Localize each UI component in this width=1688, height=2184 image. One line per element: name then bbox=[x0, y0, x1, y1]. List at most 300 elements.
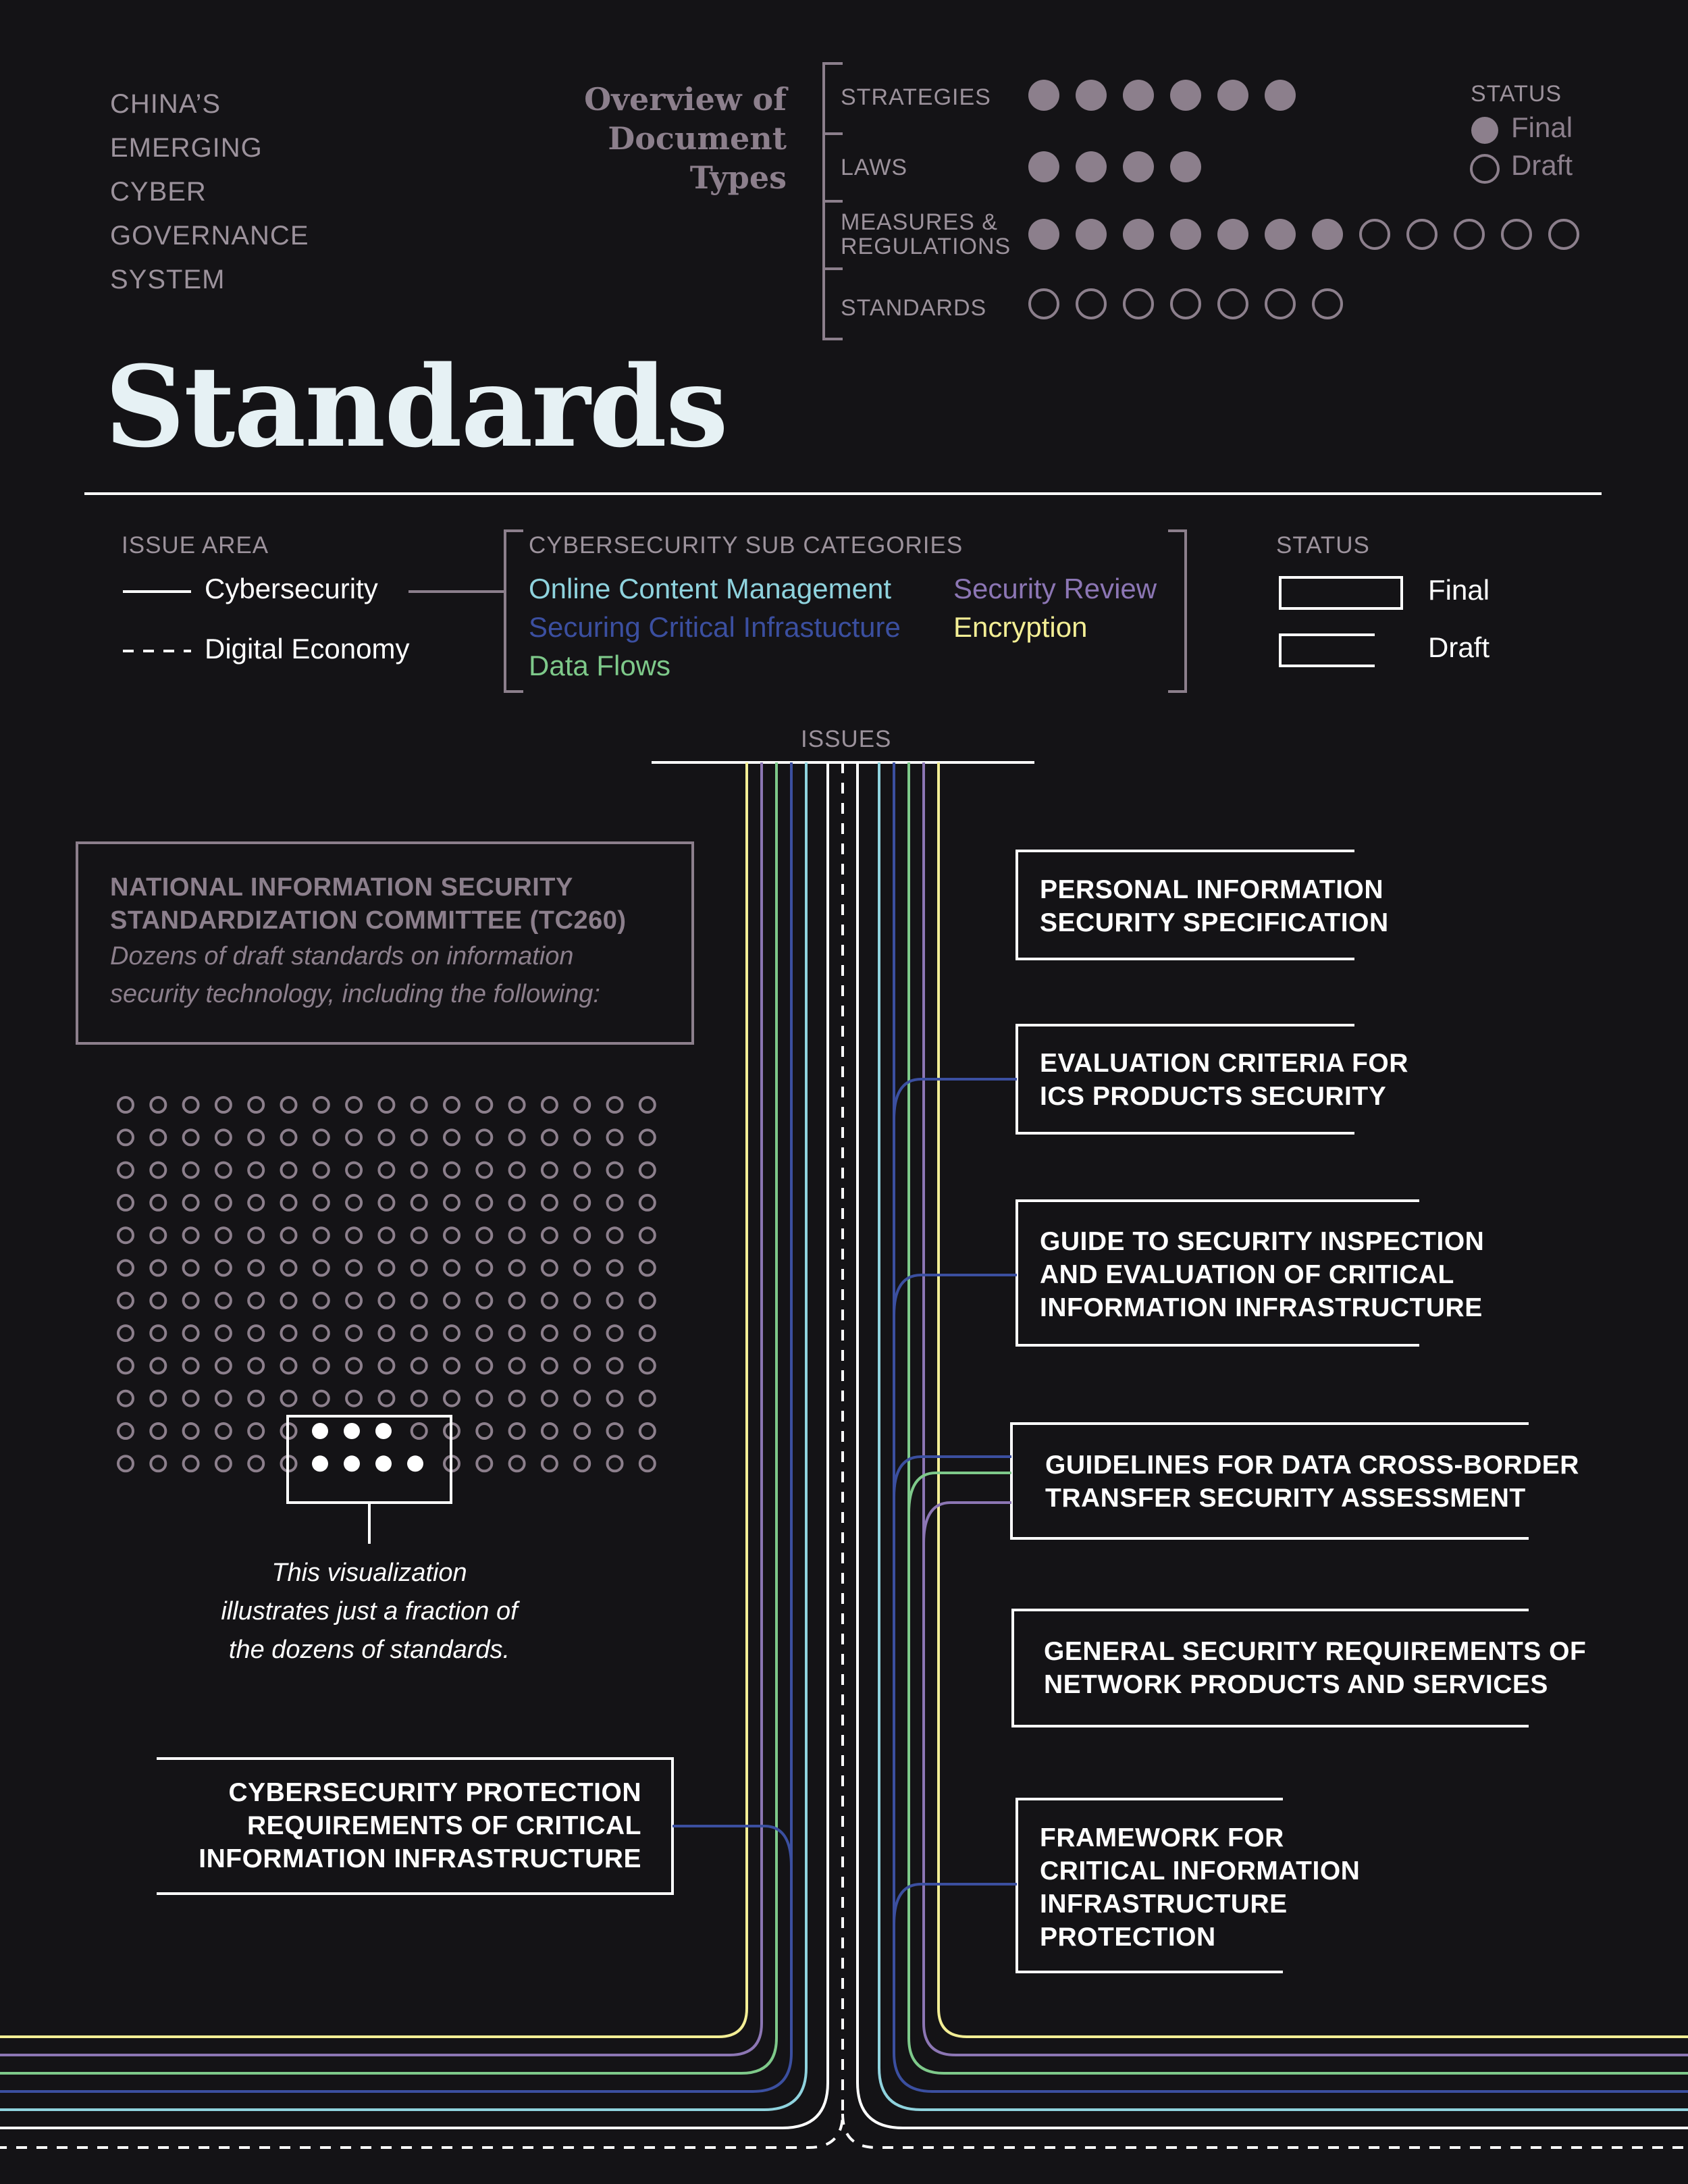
standard-dot bbox=[282, 1326, 296, 1341]
doc-title-line: NETWORK PRODUCTS AND SERVICES bbox=[1044, 1670, 1548, 1699]
doc-title-line: REQUIREMENTS OF CRITICAL bbox=[247, 1811, 641, 1840]
doc-box-pis bbox=[1017, 851, 1354, 959]
overview-final-dot bbox=[1123, 80, 1154, 111]
standard-dot bbox=[118, 1195, 133, 1210]
standard-dot bbox=[542, 1326, 557, 1341]
standard-dot bbox=[314, 1130, 329, 1145]
standard-dot bbox=[412, 1326, 427, 1341]
standard-dot bbox=[184, 1326, 199, 1341]
standard-dot bbox=[346, 1130, 361, 1145]
standard-dot bbox=[542, 1358, 557, 1373]
standard-dot bbox=[608, 1326, 623, 1341]
overview-draft-dot bbox=[1455, 220, 1483, 249]
standard-dot bbox=[151, 1195, 165, 1210]
issue-area-label: ISSUE AREA bbox=[122, 532, 269, 558]
standard-dot bbox=[118, 1424, 133, 1438]
standard-dot bbox=[444, 1130, 459, 1145]
overview-draft-dot bbox=[1124, 290, 1153, 318]
overview-final-dot bbox=[1028, 80, 1059, 111]
standard-dot bbox=[314, 1261, 329, 1276]
overview-final-dot bbox=[1076, 80, 1107, 111]
standard-dot bbox=[184, 1228, 199, 1243]
doc-title-line: PROTECTION bbox=[1040, 1923, 1216, 1952]
standard-dot bbox=[444, 1163, 459, 1178]
standard-dot bbox=[248, 1097, 263, 1112]
highlighted-standard-dot bbox=[375, 1423, 392, 1439]
standard-dot bbox=[118, 1326, 133, 1341]
standard-dot bbox=[510, 1097, 525, 1112]
standard-dot bbox=[477, 1293, 492, 1308]
subcategory-bracket-left bbox=[505, 531, 523, 692]
standard-dot bbox=[575, 1456, 589, 1471]
standard-dot bbox=[379, 1228, 394, 1243]
highlighted-standard-dot bbox=[375, 1455, 392, 1472]
standard-dot bbox=[608, 1261, 623, 1276]
standard-dot bbox=[151, 1261, 165, 1276]
standard-dot bbox=[184, 1130, 199, 1145]
standard-dot bbox=[282, 1261, 296, 1276]
digital-economy-line bbox=[0, 762, 1688, 2148]
overview-draft-dot bbox=[1171, 290, 1200, 318]
overview-final-dot bbox=[1217, 219, 1248, 250]
overview-draft-dot bbox=[1550, 220, 1578, 249]
overview-draft-dot bbox=[1361, 220, 1389, 249]
standard-dot bbox=[640, 1097, 655, 1112]
doc-title-line: PERSONAL INFORMATION bbox=[1040, 875, 1384, 904]
standard-dot bbox=[248, 1456, 263, 1471]
doc-title-line: INFORMATION INFRASTRUCTURE bbox=[1040, 1293, 1483, 1322]
doc-title-line: TRANSFER SECURITY ASSESSMENT bbox=[1045, 1484, 1526, 1513]
doc-title-line: CRITICAL INFORMATION bbox=[1040, 1856, 1361, 1886]
standard-dot bbox=[575, 1261, 589, 1276]
subcategories-label: CYBERSECURITY SUB CATEGORIES bbox=[529, 532, 964, 558]
standard-dot bbox=[477, 1358, 492, 1373]
standard-dot bbox=[118, 1261, 133, 1276]
standard-dot bbox=[542, 1424, 557, 1438]
standard-dot bbox=[640, 1326, 655, 1341]
overview-final-dot bbox=[1076, 219, 1107, 250]
standard-dot bbox=[510, 1130, 525, 1145]
highlighted-standard-dot bbox=[407, 1455, 423, 1472]
overview-label-laws: LAWS bbox=[841, 155, 908, 180]
overview-draft-dot bbox=[1408, 220, 1436, 249]
highlighted-standard-dot bbox=[312, 1423, 328, 1439]
standard-dot bbox=[151, 1358, 165, 1373]
standard-dot bbox=[151, 1293, 165, 1308]
standard-dot bbox=[346, 1391, 361, 1406]
status-draft-box bbox=[1280, 635, 1375, 666]
note-line: the dozens of standards. bbox=[228, 1636, 510, 1664]
standard-dot bbox=[510, 1456, 525, 1471]
standard-dot bbox=[608, 1097, 623, 1112]
standard-dot bbox=[184, 1293, 199, 1308]
standard-dot bbox=[444, 1358, 459, 1373]
standard-dot bbox=[346, 1195, 361, 1210]
doc-box-ics bbox=[1017, 1025, 1354, 1133]
standard-dot bbox=[379, 1195, 394, 1210]
standard-dot bbox=[640, 1163, 655, 1178]
standard-dot bbox=[216, 1163, 231, 1178]
standard-dot bbox=[282, 1163, 296, 1178]
standard-dot bbox=[184, 1456, 199, 1471]
standard-dot bbox=[248, 1391, 263, 1406]
standard-dot bbox=[248, 1261, 263, 1276]
standard-dot bbox=[575, 1130, 589, 1145]
overview-label-standards: STANDARDS bbox=[841, 295, 987, 321]
standard-dot bbox=[118, 1130, 133, 1145]
overview-dots bbox=[1028, 80, 1578, 318]
standard-dot bbox=[640, 1261, 655, 1276]
legend-status-draft: Draft bbox=[1428, 631, 1490, 663]
subcat-data-flows: Data Flows bbox=[529, 650, 671, 681]
standard-dot bbox=[346, 1326, 361, 1341]
tc260-box bbox=[77, 843, 693, 1043]
standard-dot bbox=[216, 1228, 231, 1243]
standard-dot bbox=[346, 1097, 361, 1112]
standard-dot bbox=[282, 1130, 296, 1145]
overview-status-final: Final bbox=[1511, 111, 1573, 143]
standard-dot bbox=[608, 1293, 623, 1308]
standard-dot bbox=[379, 1326, 394, 1341]
standard-dot bbox=[444, 1391, 459, 1406]
standard-dot bbox=[640, 1228, 655, 1243]
standard-dot bbox=[118, 1358, 133, 1373]
standard-dot bbox=[379, 1163, 394, 1178]
doc-title-line: AND EVALUATION OF CRITICAL bbox=[1040, 1260, 1454, 1289]
overview-label-strategies: STRATEGIES bbox=[841, 84, 991, 110]
overview-draft-dot bbox=[1077, 290, 1105, 318]
standard-dot bbox=[216, 1097, 231, 1112]
standard-dot bbox=[346, 1358, 361, 1373]
standard-dot bbox=[575, 1358, 589, 1373]
standard-dot bbox=[542, 1293, 557, 1308]
standard-dot bbox=[216, 1130, 231, 1145]
doc-box-crossborder bbox=[1011, 1424, 1529, 1538]
standard-dot bbox=[510, 1358, 525, 1373]
doc-box-framework bbox=[1017, 1799, 1283, 1972]
standard-dot bbox=[118, 1097, 133, 1112]
highlighted-standard-dot bbox=[344, 1423, 360, 1439]
standard-dot bbox=[575, 1228, 589, 1243]
standard-dot bbox=[314, 1391, 329, 1406]
overview-final-dot bbox=[1312, 219, 1343, 250]
standard-dot bbox=[444, 1097, 459, 1112]
standard-dot bbox=[282, 1097, 296, 1112]
status-draft-dot bbox=[1471, 155, 1498, 182]
standard-dot bbox=[412, 1424, 427, 1438]
standard-dot bbox=[608, 1163, 623, 1178]
standard-dot bbox=[184, 1424, 199, 1438]
overview-bracket bbox=[824, 63, 843, 339]
standard-dot bbox=[608, 1456, 623, 1471]
doc-title-line: GENERAL SECURITY REQUIREMENTS OF bbox=[1044, 1637, 1587, 1666]
highlighted-standard-dot bbox=[312, 1455, 328, 1472]
standard-dot bbox=[412, 1130, 427, 1145]
overview-final-dot bbox=[1170, 80, 1201, 111]
standard-dot bbox=[640, 1358, 655, 1373]
doc-title-line: GUIDE TO SECURITY INSPECTION bbox=[1040, 1227, 1485, 1256]
tc260-title-line: STANDARDIZATION COMMITTEE (TC260) bbox=[110, 906, 627, 935]
standard-dot bbox=[151, 1228, 165, 1243]
standard-dot bbox=[151, 1326, 165, 1341]
doc-title-line: CYBERSECURITY PROTECTION bbox=[228, 1778, 641, 1807]
standard-dot bbox=[248, 1424, 263, 1438]
standard-dot bbox=[118, 1228, 133, 1243]
standard-dot bbox=[314, 1163, 329, 1178]
standard-dot bbox=[216, 1456, 231, 1471]
standard-dot bbox=[412, 1358, 427, 1373]
standard-dot bbox=[412, 1391, 427, 1406]
standard-dot bbox=[477, 1097, 492, 1112]
standard-dot bbox=[184, 1195, 199, 1210]
overview-final-dot bbox=[1123, 219, 1154, 250]
standard-dot bbox=[575, 1391, 589, 1406]
standard-dot bbox=[542, 1391, 557, 1406]
issue-lines-right bbox=[858, 762, 1688, 2128]
tc260-subtitle-line: security technology, including the following: bbox=[110, 980, 600, 1008]
overview-draft-dot bbox=[1502, 220, 1531, 249]
standard-dot bbox=[477, 1391, 492, 1406]
standard-dot bbox=[542, 1456, 557, 1471]
standard-dot bbox=[575, 1097, 589, 1112]
doc-title-line: INFORMATION INFRASTRUCTURE bbox=[199, 1844, 641, 1873]
doc-box-general bbox=[1013, 1610, 1529, 1726]
standard-dot bbox=[282, 1195, 296, 1210]
standard-dot bbox=[510, 1261, 525, 1276]
standard-dot bbox=[216, 1326, 231, 1341]
standard-dot bbox=[216, 1424, 231, 1438]
note-line: illustrates just a fraction of bbox=[221, 1597, 518, 1626]
standard-dot bbox=[542, 1163, 557, 1178]
standard-dot bbox=[477, 1326, 492, 1341]
doc-title-line: SECURITY SPECIFICATION bbox=[1040, 908, 1389, 937]
subcat-encryption: Encryption bbox=[953, 611, 1088, 643]
overview-final-dot bbox=[1265, 219, 1296, 250]
standard-dot bbox=[640, 1456, 655, 1471]
standard-dot bbox=[151, 1391, 165, 1406]
standard-dot bbox=[216, 1358, 231, 1373]
doc-title-line: INFRASTRUCTURE bbox=[1040, 1890, 1288, 1919]
standard-dot bbox=[248, 1163, 263, 1178]
status-final-box bbox=[1280, 577, 1402, 608]
standard-dot bbox=[216, 1261, 231, 1276]
subcat-security-review: Security Review bbox=[953, 573, 1157, 604]
standard-dot bbox=[151, 1456, 165, 1471]
standard-dot bbox=[542, 1261, 557, 1276]
doc-title-line: ICS PRODUCTS SECURITY bbox=[1040, 1082, 1387, 1111]
standard-dot bbox=[412, 1097, 427, 1112]
standard-dot bbox=[248, 1228, 263, 1243]
status-final-dot bbox=[1471, 117, 1498, 144]
overview-label-line: REGULATIONS bbox=[841, 234, 1011, 259]
standard-dot bbox=[184, 1097, 199, 1112]
standard-dot bbox=[184, 1261, 199, 1276]
standard-dot bbox=[640, 1424, 655, 1438]
standard-dot bbox=[184, 1391, 199, 1406]
standard-dot bbox=[608, 1228, 623, 1243]
standard-dot bbox=[282, 1228, 296, 1243]
standard-dot bbox=[608, 1130, 623, 1145]
overview-status-label: STATUS bbox=[1471, 81, 1562, 107]
overview-final-dot bbox=[1076, 151, 1107, 182]
standard-dot bbox=[444, 1195, 459, 1210]
standard-dot bbox=[444, 1261, 459, 1276]
overview-draft-dot bbox=[1219, 290, 1247, 318]
standard-dot bbox=[542, 1195, 557, 1210]
overview-final-dot bbox=[1265, 80, 1296, 111]
standard-dot bbox=[542, 1097, 557, 1112]
overview-title-line: Types bbox=[689, 159, 787, 196]
standard-dot bbox=[608, 1391, 623, 1406]
issue-lines-left bbox=[0, 762, 828, 2128]
standard-dot bbox=[542, 1130, 557, 1145]
standard-dot bbox=[118, 1163, 133, 1178]
standard-dot bbox=[346, 1163, 361, 1178]
standard-dot bbox=[640, 1293, 655, 1308]
standard-dot bbox=[510, 1195, 525, 1210]
standard-dot bbox=[118, 1391, 133, 1406]
overview-status-draft: Draft bbox=[1511, 149, 1573, 181]
standard-dot bbox=[216, 1293, 231, 1308]
overview-final-dot bbox=[1028, 219, 1059, 250]
series-title-line: CYBER bbox=[110, 177, 207, 207]
standard-dot bbox=[412, 1293, 427, 1308]
standard-dot bbox=[510, 1163, 525, 1178]
standard-dot bbox=[575, 1163, 589, 1178]
standard-dot bbox=[379, 1261, 394, 1276]
subcat-online-content: Online Content Management bbox=[529, 573, 891, 604]
standard-dot bbox=[314, 1228, 329, 1243]
standard-dot bbox=[379, 1130, 394, 1145]
standard-dot bbox=[248, 1130, 263, 1145]
standard-dot bbox=[314, 1358, 329, 1373]
overview-draft-dot bbox=[1030, 290, 1058, 318]
standard-dot bbox=[608, 1424, 623, 1438]
standard-dot bbox=[151, 1163, 165, 1178]
legend-status-label: STATUS bbox=[1276, 532, 1370, 558]
overview-draft-dot bbox=[1266, 290, 1294, 318]
standard-dot bbox=[575, 1293, 589, 1308]
tc260-title-line: NATIONAL INFORMATION SECURITY bbox=[110, 873, 573, 902]
standard-dot bbox=[216, 1391, 231, 1406]
standard-dot bbox=[542, 1228, 557, 1243]
overview-title-line: Document bbox=[608, 120, 787, 157]
overview-label-line: MEASURES & bbox=[841, 209, 998, 235]
standard-dot bbox=[184, 1358, 199, 1373]
standard-dot bbox=[510, 1228, 525, 1243]
standard-dot bbox=[248, 1293, 263, 1308]
legend-cybersecurity: Cybersecurity bbox=[205, 573, 378, 604]
overview-final-dot bbox=[1170, 219, 1201, 250]
standard-dot bbox=[216, 1195, 231, 1210]
subcat-critical-infra: Securing Critical Infrastucture bbox=[529, 611, 901, 643]
standard-dot bbox=[151, 1424, 165, 1438]
overview-final-dot bbox=[1028, 151, 1059, 182]
standard-dot bbox=[640, 1391, 655, 1406]
standard-dot bbox=[477, 1456, 492, 1471]
standard-dot bbox=[314, 1293, 329, 1308]
series-title-line: CHINA’S bbox=[110, 89, 221, 119]
standard-dot bbox=[477, 1228, 492, 1243]
note-line: This visualization bbox=[271, 1559, 467, 1587]
overview-final-dot bbox=[1217, 80, 1248, 111]
standard-dot bbox=[118, 1293, 133, 1308]
standard-dot bbox=[444, 1228, 459, 1243]
subcategory-bracket-right bbox=[1168, 531, 1186, 692]
standard-dot bbox=[346, 1293, 361, 1308]
standard-dot bbox=[608, 1358, 623, 1373]
standard-dot bbox=[412, 1228, 427, 1243]
standard-dot bbox=[444, 1326, 459, 1341]
standard-dot bbox=[477, 1424, 492, 1438]
tc260-subtitle-line: Dozens of draft standards on information bbox=[110, 942, 574, 970]
standard-dot bbox=[151, 1097, 165, 1112]
legend-digital-economy: Digital Economy bbox=[205, 633, 410, 665]
overview-title-line: Overview of bbox=[584, 81, 787, 118]
standard-dot bbox=[379, 1097, 394, 1112]
standard-dot bbox=[184, 1163, 199, 1178]
standard-dot bbox=[412, 1261, 427, 1276]
standard-dot bbox=[640, 1130, 655, 1145]
highlighted-standard-dot bbox=[344, 1455, 360, 1472]
overview-final-dot bbox=[1123, 151, 1154, 182]
standard-dot bbox=[314, 1195, 329, 1210]
page-title: Standards bbox=[105, 341, 727, 472]
doc-title-line: GUIDELINES FOR DATA CROSS-BORDER bbox=[1045, 1451, 1579, 1480]
doc-box-guide bbox=[1017, 1201, 1419, 1345]
legend-status-final: Final bbox=[1428, 574, 1490, 606]
overview-draft-dot bbox=[1313, 290, 1342, 318]
standard-dot bbox=[510, 1293, 525, 1308]
standard-dot bbox=[118, 1456, 133, 1471]
standard-dot bbox=[379, 1358, 394, 1373]
standard-dot bbox=[346, 1261, 361, 1276]
standard-dot bbox=[510, 1424, 525, 1438]
standard-dot bbox=[282, 1293, 296, 1308]
standard-dot bbox=[444, 1293, 459, 1308]
issues-label: ISSUES bbox=[801, 726, 892, 752]
series-title-line: SYSTEM bbox=[110, 265, 226, 294]
standard-dot bbox=[248, 1326, 263, 1341]
standard-dot bbox=[640, 1195, 655, 1210]
standard-dot bbox=[477, 1130, 492, 1145]
standard-dot bbox=[510, 1391, 525, 1406]
doc-title-line: EVALUATION CRITERIA FOR bbox=[1040, 1049, 1408, 1078]
standard-dot bbox=[379, 1391, 394, 1406]
standard-dot bbox=[346, 1228, 361, 1243]
standard-dot bbox=[575, 1326, 589, 1341]
series-title-line: EMERGING bbox=[110, 133, 263, 163]
overview-final-dot bbox=[1170, 151, 1201, 182]
standard-dot bbox=[575, 1195, 589, 1210]
standard-dot bbox=[282, 1358, 296, 1373]
series-title-line: GOVERNANCE bbox=[110, 221, 309, 251]
standard-dot bbox=[314, 1097, 329, 1112]
standard-dot bbox=[477, 1195, 492, 1210]
standard-dot bbox=[151, 1130, 165, 1145]
standard-dot bbox=[608, 1195, 623, 1210]
standard-dot bbox=[510, 1326, 525, 1341]
standard-dot bbox=[379, 1293, 394, 1308]
standard-dot bbox=[248, 1358, 263, 1373]
standard-dot bbox=[412, 1163, 427, 1178]
doc-title-line: FRAMEWORK FOR bbox=[1040, 1823, 1284, 1852]
doc-box-cpr bbox=[157, 1759, 672, 1894]
standard-dot bbox=[477, 1163, 492, 1178]
standard-dot bbox=[248, 1195, 263, 1210]
standard-dot bbox=[412, 1195, 427, 1210]
standard-dot bbox=[575, 1424, 589, 1438]
